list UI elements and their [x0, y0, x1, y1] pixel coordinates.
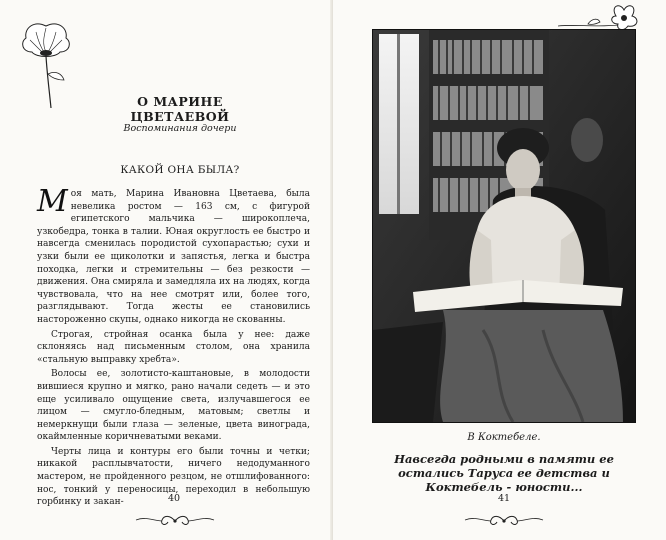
- paragraph: [37, 184, 310, 327]
- page-number-right: 41: [497, 493, 511, 504]
- portrait-photo: [373, 30, 635, 422]
- footer-ornament-icon: [130, 512, 220, 530]
- paragraph: Волосы ее, золотисто-каштановые, в молодости вившиеся крупно и мягко, рано начали седеть — и это еще усиливало ощущение света, излучавшегося ее лицом — смугло-бледным, матовым; светлы и немеркнущи были глаза — зеленые, цвета винограда, окаймленные коричневатыми веками.: [37, 369, 310, 443]
- paragraph: Строгая, стройная осанка была у нее: даже склоняясь над письменным столом, она хранила «стальную выправку хребта».: [37, 329, 310, 365]
- drop-cap: М: [37, 184, 68, 219]
- section-title: КАКОЙ ОНА БЫЛА?: [120, 164, 240, 176]
- poppy-ornament-icon: [16, 18, 76, 108]
- paragraph-text: оя мать, Марина Ивановна Цветаева, была невелика ростом — 163 см, с фигурой египетского мальчика — широкоплеча, узкобедра, тонка в талии. Юная округлость ее быстро и навсегда сменилась породистой сухопарастью; сухи и узки были ее щиколотки и запястья, легка и быстра походка, легки и стремительны — без резкости — движения. Она смиряла и замедляла их на людях, когда чувствовала, что на нее смотрят или, более того, разглядывают. Тогда жесты ее становились настороженно скупы, однако никогда не скованны.: [37, 189, 310, 325]
- footer-ornament-icon: [459, 512, 549, 530]
- body-text: [37, 184, 310, 511]
- paragraph: Черты лица и контуры его были точны и четки; никакой расплывчатости, ничего недодуманного мастером, не пройденного резцом, не отшлифованного: нос, тонкий у переносицы, переходил в небольшую горбинку и закан-: [37, 446, 310, 508]
- photo-caption-place: В Коктебеле.: [467, 432, 541, 443]
- chapter-title: О МАРИНЕ ЦВЕТАЕВОЙ: [130, 94, 230, 124]
- page-number-left: 40: [167, 493, 181, 504]
- photo-caption-quote: Навсегда родными в памяти ее остались Таруса ее детства и Коктебель - юности...: [394, 452, 614, 494]
- right-page: [333, 0, 666, 540]
- chapter-subtitle: Воспоминания дочери: [123, 123, 237, 134]
